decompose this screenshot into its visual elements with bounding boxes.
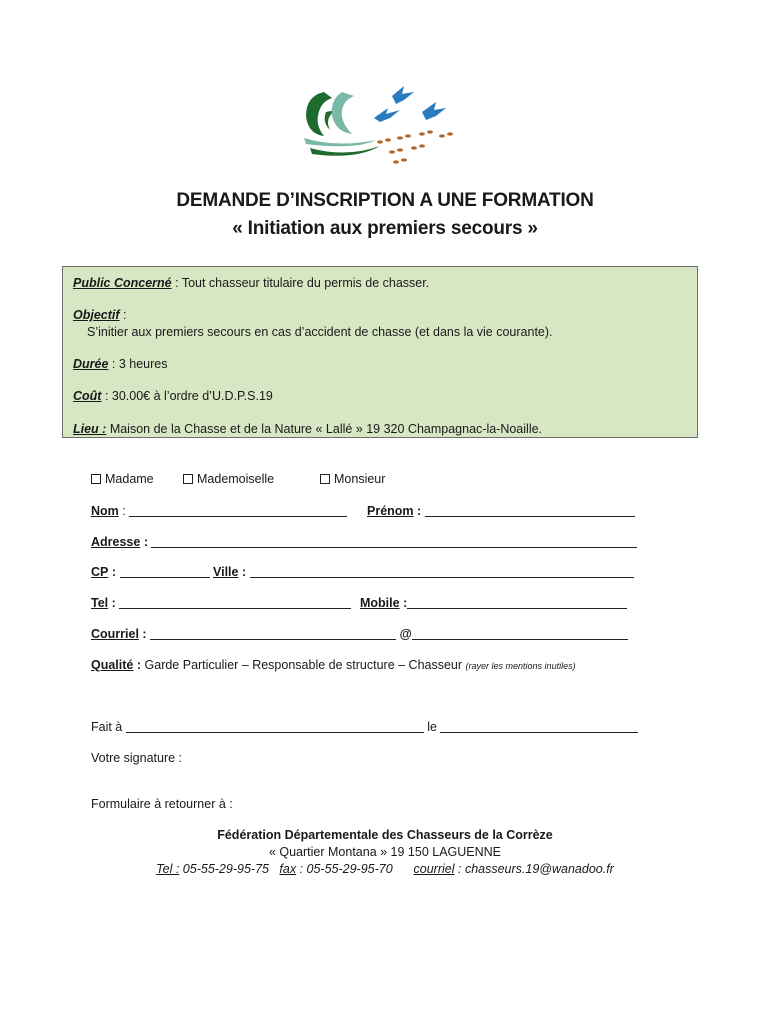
tel-label: Tel <box>91 596 109 610</box>
le-label: le <box>427 720 437 734</box>
checkbox-icon[interactable] <box>91 474 101 484</box>
qualite-value[interactable]: Garde Particulier – Responsable de structure – Chasseur <box>144 658 463 672</box>
address-tel-value: 05-55-29-95-75 <box>179 862 269 876</box>
cout-label: Coût <box>73 389 102 403</box>
ville-label: Ville <box>213 565 239 579</box>
tel-field[interactable] <box>119 596 351 609</box>
qualite-note: (rayer les mentions inutiles) <box>465 661 576 671</box>
address-org: Fédération Départementale des Chasseurs de la Corrèze <box>217 828 553 842</box>
qualite-label: Qualité <box>91 658 134 672</box>
civility-madame-label: Madame <box>105 472 154 486</box>
address-courriel-value[interactable]: : chasseurs.19@wanadoo.fr <box>454 862 614 876</box>
fait-label: Fait à <box>91 720 123 734</box>
nom-label: Nom <box>91 504 119 518</box>
adresse-label: Adresse <box>91 535 141 549</box>
ville-field[interactable] <box>250 565 634 578</box>
duree-row <box>73 357 168 371</box>
public-label: Public Concerné <box>73 276 172 290</box>
cp-label: CP <box>91 565 109 579</box>
prenom-row: Prénom : <box>367 504 635 518</box>
federation-logo <box>296 82 468 170</box>
courriel-domain-field[interactable] <box>412 627 628 640</box>
address-tel-label: Tel : <box>156 862 180 876</box>
lieu-row <box>73 422 542 436</box>
public-row <box>73 276 429 290</box>
courriel-label: Courriel <box>91 627 139 641</box>
signature-label: Votre signature : <box>91 751 183 765</box>
address-fax-label: fax <box>279 862 297 876</box>
mobile-field[interactable] <box>407 596 627 609</box>
civility-mademoiselle-label: Mademoiselle <box>197 472 275 486</box>
lieu-label: Lieu : <box>73 422 107 436</box>
fait-row <box>91 720 638 734</box>
tel-row: Tel : <box>91 596 351 610</box>
form-subtitle: « Initiation aux premiers secours » <box>232 218 538 239</box>
course-info-box <box>62 266 698 438</box>
objectif-label: Objectif <box>73 308 120 322</box>
civility-monsieur[interactable] <box>320 472 385 486</box>
duree-label: Durée <box>73 357 109 371</box>
adresse-field[interactable] <box>151 535 637 548</box>
at-sign: @ <box>399 627 412 641</box>
address-courriel-label: courriel <box>413 862 455 876</box>
nom-field[interactable] <box>129 504 347 517</box>
mobile-row: Mobile : <box>360 596 627 610</box>
courriel-user-field[interactable] <box>150 627 396 640</box>
address-fax-value: : 05-55-29-95-70 <box>296 862 393 876</box>
objectif-row <box>73 308 127 322</box>
public-value: : Tout chasseur titulaire du permis de chasser. <box>171 276 430 290</box>
fait-field[interactable] <box>126 720 424 733</box>
civility-madame[interactable] <box>91 472 154 486</box>
cp-field[interactable] <box>120 565 210 578</box>
lieu-value: Maison de la Chasse et de la Nature « Lallé » 19 320 Champagnac-la-Noaille. <box>106 422 543 436</box>
address-street: « Quartier Montana » 19 150 LAGUENNE <box>268 845 502 859</box>
mobile-label: Mobile <box>360 596 400 610</box>
cout-row <box>73 389 273 403</box>
objectif-sep: : <box>119 308 127 322</box>
objectif-value: S’initier aux premiers secours en cas d’accident de chasse (et dans la vie courante). <box>87 325 553 339</box>
form-title: DEMANDE D’INSCRIPTION A UNE FORMATION <box>176 190 594 211</box>
prenom-label: Prénom <box>367 504 414 518</box>
cout-value: : 30.00€ à l’ordre d’U.D.P.S.19 <box>101 389 273 403</box>
duree-value: : 3 heures <box>108 357 168 371</box>
address-contacts <box>0 862 770 876</box>
retour-label: Formulaire à retourner à : <box>91 797 233 811</box>
prenom-field[interactable] <box>425 504 635 517</box>
checkbox-icon[interactable] <box>320 474 330 484</box>
nom-row: Nom : <box>91 504 347 518</box>
civility-monsieur-label: Monsieur <box>334 472 386 486</box>
date-field[interactable] <box>440 720 638 733</box>
courriel-row: Courriel : @ <box>91 627 628 641</box>
checkbox-icon[interactable] <box>183 474 193 484</box>
adresse-row: Adresse : <box>91 535 637 549</box>
qualite-row: Qualité : Garde Particulier – Responsable de structure – Chasseur (rayer les mentions inutiles) <box>91 658 576 672</box>
cp-ville-row: CP : Ville : <box>91 565 634 579</box>
civility-mademoiselle[interactable] <box>183 472 274 486</box>
